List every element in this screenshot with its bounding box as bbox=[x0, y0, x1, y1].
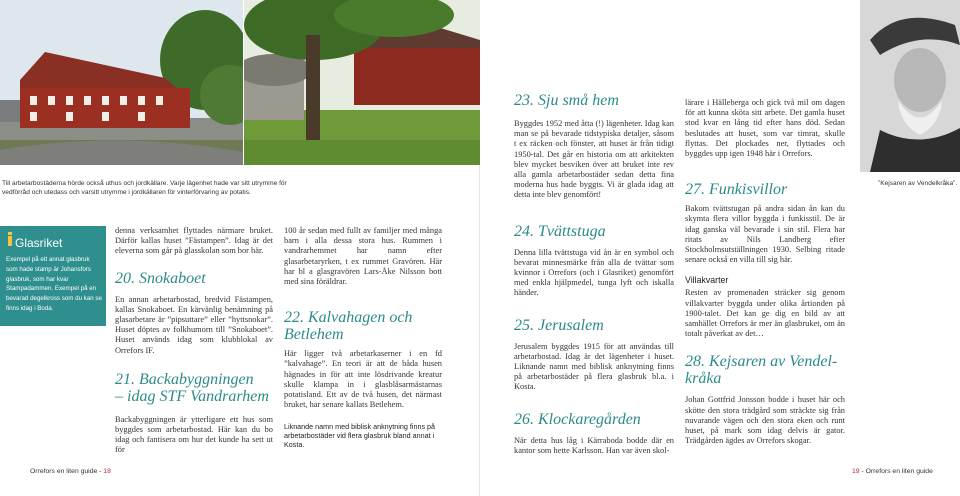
portrait-caption: ”Kejsaren av Vendelkråka”. bbox=[878, 180, 958, 187]
heading-24: 24. Tvättstuga bbox=[514, 222, 606, 240]
heading-27: 27. Funkisvillor bbox=[685, 181, 788, 199]
heading-21-sub: – idag STF Vandrarhem bbox=[115, 387, 269, 405]
right-column-2 bbox=[685, 98, 845, 446]
sidebar-text: Exempel på ett annat glasbruk som hade stamp är Johansfors glasbruk, som har kvar Stampadammen. Exempel på en bevarad degelkross som du kan se finns idag i Boda. bbox=[6, 256, 102, 312]
footer-left bbox=[30, 468, 111, 475]
heading-20: 20. Snokaboet bbox=[115, 269, 206, 287]
intro-text: denna verksamhet flyttades närmare bruket. Därför kallas huset ”Fästampen”. Idag är det eleverna som går på glasskolan som bor här. bbox=[115, 226, 273, 256]
heading-26: 26. Klockaregården bbox=[514, 410, 641, 428]
text-26: När detta hus låg i Kärraboda bodde där en kantor som hette Karlsson. Han var även skol- bbox=[514, 435, 674, 455]
sidebar-title: Glasriket bbox=[15, 236, 63, 250]
heading-28: 28. Kejsaren av Vendel- bbox=[685, 353, 838, 371]
page-number-left: 18 bbox=[103, 468, 111, 475]
text-25: Jerusalem byggdes 1915 för att användas till arbetarbostad. Idag är det lägenheter i huset. Liknande namn med biblisk anknytning finns på arbetarbostäder på flera glasbruk bl.a. i Kosta. bbox=[514, 341, 674, 392]
photo-red-building bbox=[0, 0, 243, 165]
page-number-right: 19 bbox=[852, 468, 860, 475]
intro-text-27: lärare i Hälleberga och gick två mil om dagen för att kunna sköta sitt arbete. Det gamla huset stod kvar en lång tid efter hans död. Sedan beslutades att huset, som var timrat, skulle flyttas. Det plockades ner, flyttades och byggdes upp igen 1948 här i Orrefors. bbox=[685, 98, 845, 159]
heading-25: 25. Jerusalem bbox=[514, 316, 604, 334]
left-column-2 bbox=[284, 226, 442, 449]
text-21: Backabyggningen är ytterligare ett hus som byggdes som arbetarbostad. Här kan du bo idag och fantisera om hur det kunde ha sett ut för bbox=[115, 414, 273, 455]
text-24: Denna lilla tvättstuga vid ån är en symbol och bevarat minnesmärke från alla de tvättar som kvinnor i Orrefors (och i Glasriket) genomfört med enkla hjälpmedel, tunga lyft och iskalla händer. bbox=[514, 247, 674, 298]
right-column-1 bbox=[514, 92, 674, 456]
photo-portrait bbox=[860, 0, 960, 172]
intro-text-2: 100 år sedan med fullt av familjer med många barn i alla dessa stora hus. Rummen i vandrarhemmet har namn efter glasarbetaryrken, t ex rummet Gravören. Här har bl a glasgravören Lars-Åke Nilsson bott med sina föräldrar. bbox=[284, 226, 442, 287]
glasriket-info-box bbox=[0, 226, 106, 326]
heading-21: 21. Backabyggningen bbox=[115, 370, 254, 388]
text-20: En annan arbetarbostad, bredvid Fästampen, kallas Snokaboet. En kärvänlig benämning på glasarbetare är ”pipsuttare” eller ”hyttsnokar”. Huset döptes av folkhumorn till ”Snokaboet”. Huset används idag som klubblokal av Orrefors IF. bbox=[115, 294, 273, 355]
text-28: Johan Gottfrid Jonsson bodde i huset här och skötte den stora trädgård som sträckte sig från nuvarande vägen och den stora eken och runt huset, på mark som idag delvis är gator. Trädgården ägdes av Orrefors skogar. bbox=[685, 395, 845, 446]
left-column-1 bbox=[115, 226, 273, 456]
heading-22-sub: Betlehem bbox=[284, 326, 344, 344]
note-biblical-names: Liknande namn med biblisk anknytning finns på arbetarbostäder vid flera glasbruk bland annat i Kosta. bbox=[284, 422, 436, 450]
heading-22: 22. Kalvahagen och bbox=[284, 309, 413, 327]
heading-28-sub: kråka bbox=[685, 370, 722, 388]
villakvarter-text: Resten av promenaden sträcker sig genom villakvarter byggda under olika årtionden på 1900-talet. Det kan ge dig en bild av att samhället Orrefors är mer än glasbruket, om än totalt påverkat av det… bbox=[685, 288, 845, 339]
heading-23: 23. Sju små hem bbox=[514, 92, 619, 109]
photo-tree-cellar bbox=[244, 0, 480, 165]
footer-left-text: Orrefors en liten guide - bbox=[30, 468, 104, 475]
text-22: Här ligger två arbetarkaserner i en fd ”kalvahage”. En teori är att de båda husen hägnades in för att inte lösdrivande kreatur skulle klampa in i glasblåsarmästarnas potatisland. Ett av de två husen, det närmast bruket, har senare kallats Betlehem. bbox=[284, 349, 442, 410]
footer-right-text: - Orrefors en liten guide bbox=[859, 468, 933, 475]
footer-right bbox=[852, 468, 933, 475]
text-23: Byggdes 1952 med åtta (!) lägenheter. Idag kan man se på bevarade tidstypiska detaljer, såsom t ex räcken och fönster, att huset är från tidigt 1950-tal. Det går en historia om att arkitekten blev mycket besviken över att bruket inte rev alla gamla arbetarbostäder sedan detta fina moderna hus hade byggts. Vi är glada idag att detta inte blev genomfört! bbox=[514, 119, 674, 200]
villakvarter-title: Villakvarter bbox=[685, 275, 729, 286]
info-icon bbox=[8, 236, 12, 246]
photo-caption-left: Till arbetarbostäderna hörde också uthus och jordkällare. Varje lägenhet hade var sitt utrymme för vedförråd och utedass och varsitt utrymme i jordkällaren för vinterförvaring av potatis. bbox=[2, 180, 287, 196]
text-27: Bakom tvättstugan på andra sidan ån kan du skymta flera villor byggda i funkisstil. De är idag ganska väl bevarade i sin stil. Flera har ritats av Nils Landberg efter Stockholmsutställningen 1930. Selbing ritade senare också en villa till sig här. bbox=[685, 204, 845, 265]
info-icon-dot bbox=[8, 232, 12, 235]
